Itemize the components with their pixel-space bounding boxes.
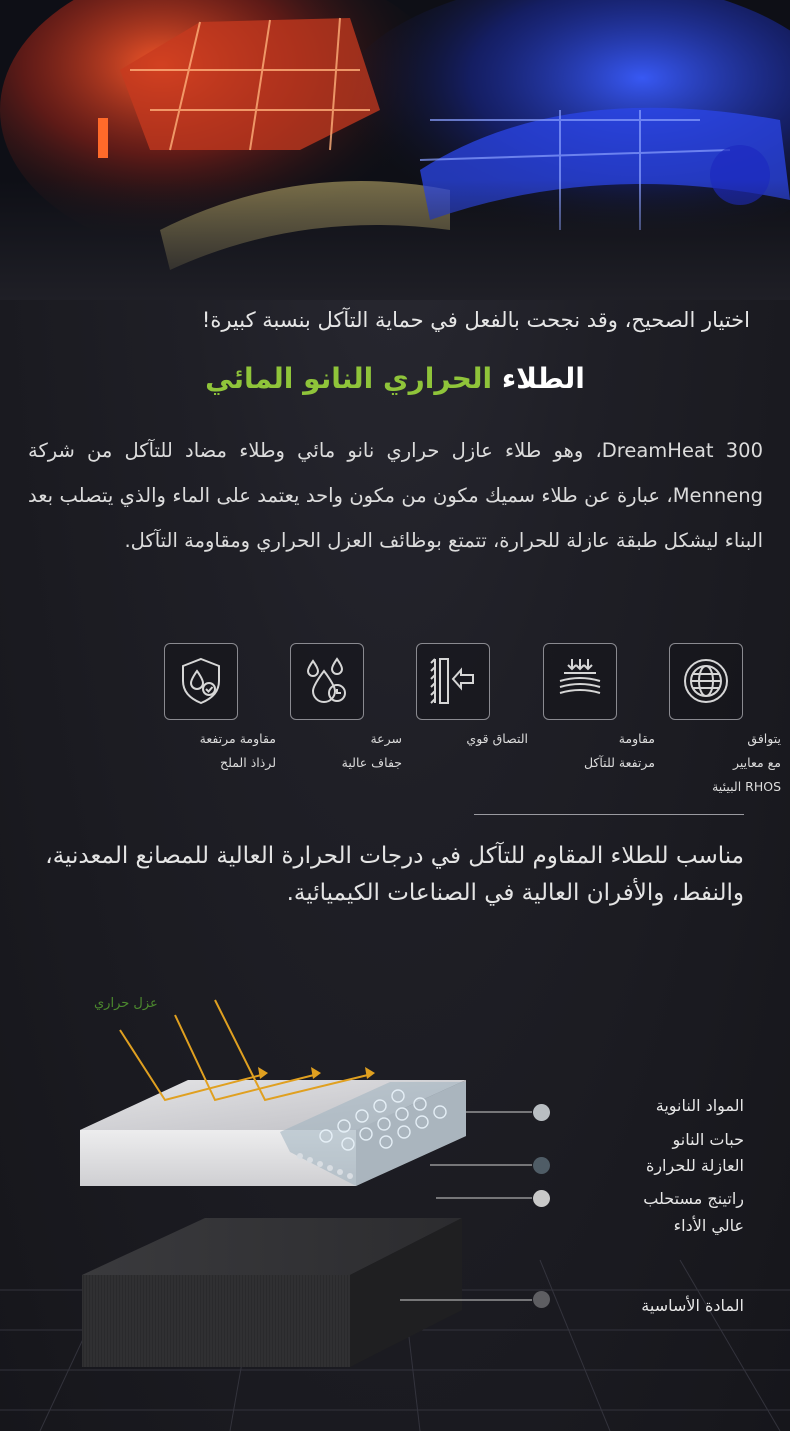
intro-line: اختيار الصحيح، وقد نجحت بالفعل في حماية التآكل بنسبة كبيرة! <box>201 308 750 332</box>
label-resin-line2: عالي الأداء <box>673 1216 744 1235</box>
globe-icon <box>669 643 743 720</box>
label-nano-beads-line1: حبات النانو <box>672 1130 744 1149</box>
divider <box>474 814 744 815</box>
product-description: DreamHeat 300، وهو طلاء عازل حراري نانو مائي وطلاء مضاد للتآكل من شركة Menneng، عبارة عن طلاء سميك مكون من مكون واحد يعتمد على الماء والذي يتصلب بعد البناء ليشكل طبقة عازلة للحرارة، تتمتع بوظائف العزل الحراري ومقاومة التآكل. <box>28 439 763 552</box>
label-resin-line1: راتينج مستحلب <box>643 1189 744 1208</box>
coating-layers-diagram <box>0 960 790 1431</box>
label-substrate: المادة الأساسية <box>641 1296 744 1315</box>
page-title <box>0 362 790 395</box>
label-nano-materials: المواد النانوية <box>655 1096 744 1115</box>
shield-droplet-icon <box>164 643 238 720</box>
title-part-green: الحراري النانو المائي <box>205 362 493 395</box>
feature-caption: التصاق قوي <box>466 731 528 746</box>
title-part-white: الطلاء <box>501 362 585 395</box>
layer-dot-substrate <box>533 1291 550 1308</box>
feature-caption: يتوافق مع معايير RHOS البيئية <box>712 731 781 794</box>
feature-caption: مقاومة مرتفعة لرذاذ الملح <box>199 731 276 770</box>
feature-caption: مقاومة مرتفعة للتآكل <box>583 731 655 770</box>
application-line: مناسب للطلاء المقاوم للتآكل في درجات الحرارة العالية للمصانع المعدنية، والنفط، والأفران العالية في الصناعات الكيميائية. <box>45 843 744 906</box>
layer-dot-nano-beads <box>533 1157 550 1174</box>
hero-industrial-image <box>0 0 790 300</box>
feature-icons-row <box>0 643 790 803</box>
adhesion-icon <box>416 643 490 720</box>
label-nano-beads-line2: العازلة للحرارة <box>645 1156 744 1175</box>
layer-dot-resin <box>533 1190 550 1207</box>
water-drops-clock-icon <box>290 643 364 720</box>
layer-dot-nano-materials <box>533 1104 550 1121</box>
heat-resist-layers-icon <box>543 643 617 720</box>
feature-caption: سرعة جفاف عالية <box>341 731 402 770</box>
heat-insulation-label: عزل حراري <box>94 996 158 1011</box>
